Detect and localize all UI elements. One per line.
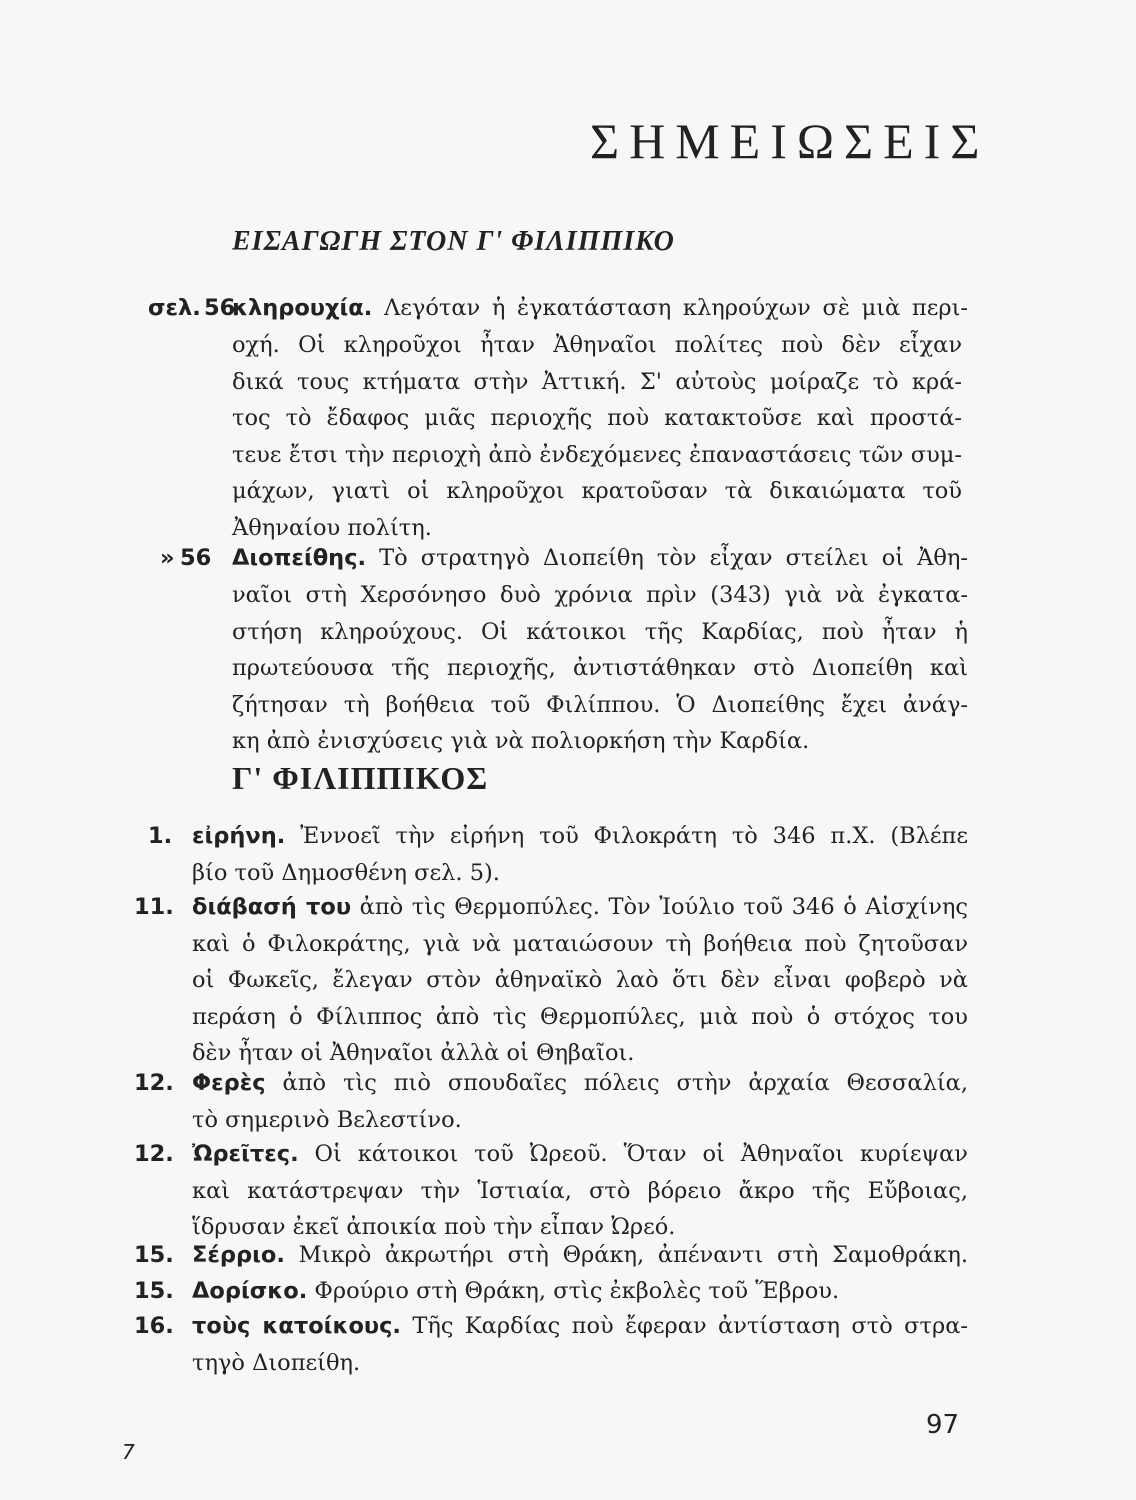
note-line: Φρούριο στὴ Θράκη, στὶς ἐκβολὲς τοῦ Ἕβρου. (314, 1278, 840, 1304)
note-term: τοὺς κατοίκους. (192, 1313, 401, 1339)
intro-note-text (232, 540, 968, 577)
note-line: Τῆς Καρδίας ποὺ ἔφεραν ἀντίσταση στὸ στρα- (412, 1313, 969, 1339)
note-line: δικά τους κτήματα στὴν Ἀττική. Σ' αὐτοὺς μοίραζε τὸ κρά- (232, 368, 962, 395)
signature-mark: 7 (122, 1440, 135, 1464)
intro-note-body (232, 327, 962, 546)
main-note-text (192, 818, 968, 891)
note-number: 12. (134, 1141, 174, 1167)
note-line: στήση κληρούχους. Οἱ κάτοικοι τῆς Καρδίας, ποὺ ἦταν ἡ (232, 618, 968, 645)
note-term: Διοπείθης. (232, 545, 367, 571)
note-line: καὶ κατάστρεψαν τὴν Ἱστιαία, στὸ βόρειο ἄκρο τῆς Εὔβοιας, (192, 1177, 968, 1204)
note-line: ἀπὸ τὶς πιὸ σπουδαῖες πόλεις στὴν ἀρχαία Θεσσαλία, (282, 1070, 968, 1096)
note-line: τος τὸ ἔδαφος μιᾶς περιοχῆς ποὺ κατακτοῦσε καὶ προστά- (232, 405, 962, 431)
main-note-text (192, 1237, 968, 1274)
note-page: 56 (180, 545, 212, 571)
note-prefix: » (160, 545, 175, 571)
note-line: βίο τοῦ Δημοσθένη σελ. 5). (192, 859, 500, 886)
note-line: ἵδρυσαν ἐκεῖ ἀποικία ποὺ τὴν εἶπαν Ὠρεό. (192, 1214, 676, 1240)
note-line: ζήτησαν τὴ βοήθεια τοῦ Φιλίππου. Ὁ Διοπείθης ἔχει ἀνάγ- (232, 691, 968, 718)
note-term: Δορίσκο. (192, 1278, 308, 1304)
note-number: 11. (134, 894, 174, 920)
note-number: 1. (148, 823, 173, 849)
note-line: τευε ἔτσι τὴν περιοχὴ ἀπὸ ἐνδεχόμενες ἐπαναστάσεις τῶν συμ- (232, 441, 962, 468)
note-number: 12. (134, 1070, 174, 1096)
note-page: 56 (204, 295, 236, 321)
note-line: ἀπὸ τὶς Θερμοπύλες. Τὸν Ἰούλιο τοῦ 346 ὁ Αἰσχίνης (359, 894, 968, 920)
note-term: Σέρριο. (192, 1242, 285, 1268)
note-line: Οἱ κάτοικοι τοῦ Ὠρεοῦ. Ὅταν οἱ Ἀθηναῖοι κυρίεψαν (314, 1141, 968, 1167)
intro-note-text (232, 290, 968, 327)
note-line: Τὸ στρατηγὸ Διοπείθη τὸν εἶχαν στείλει οἱ Ἀθη- (379, 545, 968, 571)
note-number: 15. (134, 1278, 174, 1304)
note-line: Ἀθηναίου πολίτη. (232, 514, 432, 541)
note-line: Λεγόταν ἡ ἐγκατάσταση κληρούχων σὲ μιὰ περι- (383, 295, 969, 321)
intro-heading: ΕΙΣΑΓΩΓΗ ΣΤΟΝ Γ' ΦΙΛΙΠΠΙΚΟ (232, 226, 675, 257)
note-term: διάβασή του (192, 894, 352, 920)
page-number: 97 (926, 1410, 960, 1440)
note-line: τὸ σημερινὸ Βελεστίνο. (192, 1106, 462, 1133)
note-term: κληρουχία. (232, 295, 373, 321)
note-line: καὶ ὁ Φιλοκράτης, γιὰ νὰ ματαιώσουν τὴ βοήθεια ποὺ ζητοῦσαν (192, 930, 968, 957)
note-term: Φερὲς (192, 1070, 266, 1096)
note-line: πρωτεύουσα τῆς περιοχῆς, ἀντιστάθηκαν στὸ Διοπείθη καὶ (232, 655, 968, 681)
main-note-text (192, 1273, 968, 1310)
intro-note-body (232, 577, 968, 760)
note-line: οχή. Οἱ κληροῦχοι ἦταν Ἀθηναῖοι πολίτες ποὺ δὲν εἶχαν (232, 332, 962, 358)
note-line: οἱ Φωκεῖς, ἔλεγαν στὸν ἀθηναϊκὸ λαὸ ὅτι δὲν εἶναι φοβερὸ νὰ (192, 967, 968, 993)
note-prefix: σελ. (148, 295, 201, 321)
main-note-text (192, 1065, 968, 1138)
main-note-text (192, 1308, 968, 1381)
note-line: ναῖοι στὴ Χερσόνησο δυὸ χρόνια πρὶν (343) γιὰ νὰ ἐγκατα- (232, 582, 968, 608)
page-title: ΣΗΜΕΙΩΣΕΙΣ (590, 113, 990, 169)
note-line: μάχων, γιατὶ οἱ κληροῦχοι κρατοῦσαν τὰ δικαιώματα τοῦ (232, 478, 962, 504)
note-line: περάση ὁ Φίλιππος ἀπὸ τὶς Θερμοπύλες, μιὰ ποὺ ὁ στόχος του (192, 1003, 968, 1030)
note-line: Μικρὸ ἀκρωτήρι στὴ Θράκη, ἀπέναντι στὴ Σαμοθράκη. (298, 1242, 968, 1268)
note-number: 16. (134, 1313, 174, 1339)
note-line: κη ἀπὸ ἐνισχύσεις γιὰ νὰ πολιορκήση τὴν Καρδία. (232, 728, 810, 754)
note-term: εἰρήνη. (192, 823, 286, 849)
note-number: 15. (134, 1242, 174, 1268)
note-term: Ὠρεῖτες. (192, 1141, 299, 1167)
main-heading: Γ' ΦΙΛΙΠΠΙΚΟΣ (232, 760, 489, 796)
note-line: τηγὸ Διοπείθη. (192, 1349, 361, 1376)
note-line: Ἐννοεῖ τὴν εἰρήνη τοῦ Φιλοκράτη τὸ 346 π.Χ. (Βλέπε (300, 823, 968, 849)
main-note-text (192, 889, 968, 1072)
main-note-text (192, 1136, 968, 1246)
note-line: δὲν ἦταν οἱ Ἀθηναῖοι ἀλλὰ οἱ Θηβαῖοι. (192, 1040, 635, 1066)
